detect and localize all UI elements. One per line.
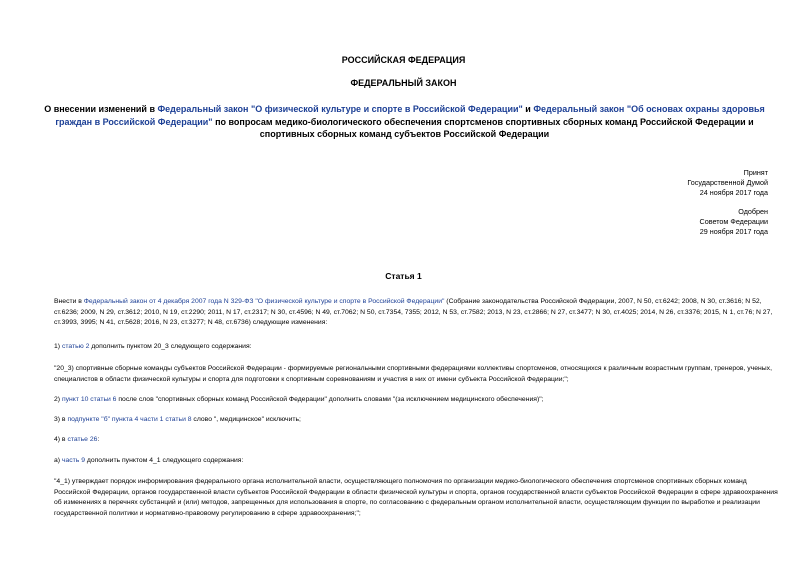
item-1-text: дополнить пунктом 20_3 следующего содержания:: [89, 343, 252, 350]
item-4a-num: а): [54, 457, 62, 464]
council-date: 29 ноября 2017 года: [699, 227, 768, 236]
article-intro: [38, 297, 784, 329]
item-3-link[interactable]: подпункте "б" пункта 4 части 1 статьи 8: [67, 416, 192, 423]
item-1-num: 1): [54, 343, 62, 350]
council-approval: [700, 207, 768, 237]
item-2-num: 2): [54, 396, 62, 403]
law-heading: [38, 103, 771, 141]
item-1: [38, 342, 784, 353]
item-4-text: :: [97, 436, 100, 443]
accepted-label: Принят: [743, 168, 768, 177]
item-3-num: 3) в: [54, 416, 68, 423]
quote-20-3: "20_3) спортивные сборные команды субъектов Российской Федерации - формируемые региональными спортивными федерациями коллективы спортсменов, относящихся к различным возрастным группам, тренеров, ученых, специалистов в области физической культуры и спорта для подготовки к спортивным соревнованиям и участия в них от имени субъекта Российской Федерации;";: [54, 365, 772, 383]
item-4: [38, 435, 784, 446]
intro-text-1: Внести в: [54, 298, 84, 305]
heading-link-sport-law[interactable]: Федеральный закон "О физической культуре и спорте в Российской Федерации": [157, 104, 523, 114]
duma-adoption: [687, 168, 768, 198]
duma-label: Государственной Думой: [687, 178, 768, 187]
approved-label: Одобрен: [738, 207, 768, 216]
country-title: РОССИЙСКАЯ ФЕДЕРАЦИЯ: [341, 55, 466, 65]
item-4-num: 4) в: [54, 436, 68, 443]
heading-text-2: и: [522, 104, 534, 114]
item-1-link[interactable]: статью 2: [61, 343, 90, 350]
item-4a: [38, 456, 784, 467]
intro-link-law[interactable]: Федеральный закон от 4 декабря 2007 года N 329-ФЗ "О физической культуре и спорте в Российской Федерации": [83, 298, 445, 305]
item-4a-link[interactable]: часть 9: [61, 457, 85, 464]
heading-text-3: по вопросам медико-биологического обеспечения спортсменов спортивных сборных команд Российской Федерации и спортивных сборных команд субъектов Российской Федерации: [212, 116, 754, 139]
council-label: Советом Федерации: [699, 217, 768, 226]
duma-date: 24 ноября 2017 года: [699, 188, 768, 197]
item-3: [38, 415, 784, 426]
heading-link-health-law[interactable]: Федеральный закон "Об основах охраны здоровья граждан в Российской Федерации": [55, 104, 765, 127]
intro-text-2: (Собрание законодательства Российской Федерации, 2007, N 50, ст.6242; 2008, N 30, ст.3616; N 52, ст.6236; 2009, N 29, ст.3612; 2010, N 19, ст.2290; 2011, N 17, ст.2317; N 30, ст.4596; N 49, ст.7062; N 50, ст.7354, 7355; 2012, N 53, ст.7582; 2013, N 23, ст.2866; N 27, ст.3477; N 30, ст.4025; 2014, N 26, ст.3376; 2015, N 1, ст.76; N 27, ст.3993, 3995; N 41, ст.5628; 2016, N 23, ст.3277; N 48, ст.6736) следующие изменения:: [54, 298, 773, 327]
item-2: [38, 395, 784, 406]
item-3-text: слово ", медицинское" исключить;: [191, 416, 301, 423]
heading-text-1: О внесении изменений в: [44, 104, 158, 114]
document-type: ФЕДЕРАЛЬНЫЙ ЗАКОН: [350, 78, 457, 88]
article-title: Статья 1: [385, 271, 422, 281]
item-2-link[interactable]: пункт 10 статьи 6: [61, 396, 117, 403]
quote-4-1: "4_1) утверждает порядок информирования федерального органа исполнительной власти, осуществляющего полномочия по организации медико-биологического обеспечения спортсменов спортивных сборных команд Российской Федерации, органов государственной власти субъектов Российской Федерации в области физической культуры и спорта, органов государственной власти субъектов Российской Федерации в сфере здравоохранения об изменениях в перечнях субстанций и (или) методов, запрещенных для использования в спорте, по согласованию с федеральным органом исполнительной власти, осуществляющим функции по выработке и реализации государственной политики и нормативно-правовому регулированию в сфере здравоохранения;";: [54, 478, 778, 517]
item-2-text: после слов "спортивных сборных команд Российской Федерации" дополнить словами "(за исключением медицинского обеспечения)";: [116, 396, 544, 403]
item-4a-text: дополнить пунктом 4_1 следующего содержания:: [84, 457, 244, 464]
item-4-link[interactable]: статье 26: [67, 436, 98, 443]
